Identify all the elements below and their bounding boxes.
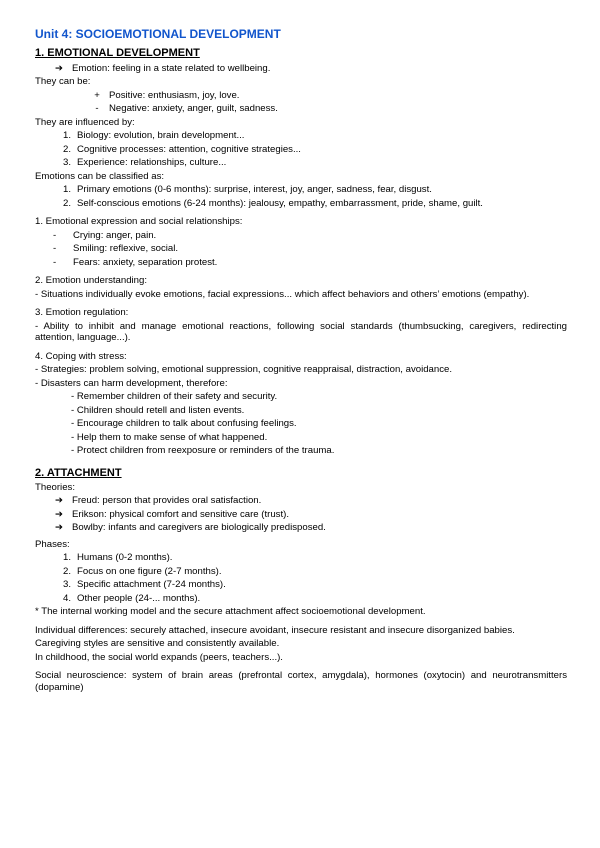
list-text: Biology: evolution, brain development... — [77, 130, 245, 142]
list-text: Primary emotions (0-6 months): surprise, interest, joy, anger, sadness, fear, disgust. — [77, 184, 432, 196]
negative-text: Negative: anxiety, anger, guilt, sadness. — [109, 103, 278, 115]
list-item: - Protect children from reexposure or reminders of the trauma. — [71, 445, 335, 457]
coping-disasters: - Disasters can harm development, therefore: — [35, 377, 228, 389]
list-item — [35, 521, 567, 535]
subheading-regulation: 3. Emotion regulation: — [35, 307, 129, 319]
list-item — [35, 229, 567, 243]
list-item — [35, 156, 567, 170]
list-text: Self-conscious emotions (6-24 months): jealousy, empathy, embarrassment, pride, shame, guilt. — [77, 197, 483, 209]
list-item — [35, 197, 567, 211]
emotion-definition: Emotion: feeling in a state related to wellbeing. — [72, 62, 271, 74]
childhood-social-world: In childhood, the social world expands (peers, teachers...). — [35, 651, 283, 663]
theories-label: Theories: — [35, 481, 75, 493]
list-text: Freud: person that provides oral satisfaction. — [72, 495, 262, 507]
list-item — [35, 592, 567, 606]
document-page — [35, 27, 567, 694]
list-number: 1. — [62, 184, 71, 196]
list-number: 1. — [62, 552, 71, 564]
list-item — [35, 242, 567, 256]
arrow-icon: ➔ — [55, 522, 64, 534]
bullet-arrow — [35, 62, 567, 76]
list-number: 4. — [62, 592, 71, 604]
list-number: 3. — [62, 579, 71, 591]
dash-mark: - — [53, 229, 57, 241]
list-item — [35, 578, 567, 592]
list-item — [35, 551, 567, 565]
list-item — [35, 129, 567, 143]
positive-text: Positive: enthusiasm, joy, love. — [109, 89, 240, 101]
list-item — [35, 183, 567, 197]
list-item — [35, 508, 567, 522]
bullet-negative — [35, 102, 567, 116]
list-item: - Help them to make sense of what happened. — [71, 431, 268, 443]
minus-mark: - — [95, 103, 99, 115]
subheading-understanding: 2. Emotion understanding: — [35, 275, 148, 287]
understanding-text: - Situations individually evoke emotions, facial expressions... which affect behaviors and others’ emotions (empathy). — [35, 288, 530, 300]
list-text: Humans (0-2 months). — [77, 552, 173, 564]
list-item: - Remember children of their safety and security. — [71, 391, 278, 403]
list-text: Erikson: physical comfort and sensitive care (trust). — [72, 508, 290, 520]
dash-mark: - — [53, 256, 57, 268]
arrow-icon: ➔ — [55, 495, 64, 507]
regulation-text: - Ability to inhibit and manage emotional reactions, following social standards (thumbsucking, caregivers, redirecting attention, language...). — [35, 320, 567, 344]
caregiving-styles: Caregiving styles are sensitive and consistently available. — [35, 638, 280, 650]
social-neuroscience: Social neuroscience: system of brain areas (prefrontal cortex, amygdala), hormones (oxytocin) and neurotransmitters (dopamine) — [35, 670, 567, 693]
subheading-expression: 1. Emotional expression and social relationships: — [35, 216, 243, 228]
plus-mark: + — [94, 89, 100, 101]
phases-label: Phases: — [35, 538, 70, 550]
list-text: Other people (24-... months). — [77, 592, 201, 604]
list-number: 2. — [62, 143, 71, 155]
coping-strategies: - Strategies: problem solving, emotional suppression, cognitive reappraisal, distraction, avoidance. — [35, 364, 453, 376]
dash-mark: - — [53, 243, 57, 255]
list-text: Experience: relationships, culture... — [77, 157, 227, 169]
list-item — [35, 256, 567, 270]
list-item: - Children should retell and listen events. — [71, 404, 245, 416]
arrow-icon: ➔ — [55, 62, 64, 74]
list-text: Crying: anger, pain. — [73, 229, 157, 241]
arrow-icon: ➔ — [55, 508, 64, 520]
subheading-coping: 4. Coping with stress: — [35, 350, 127, 362]
section-heading-emotional-development: 1. EMOTIONAL DEVELOPMENT — [35, 47, 200, 60]
list-text: Smiling: reflexive, social. — [73, 243, 179, 255]
influenced-by: They are influenced by: — [35, 116, 135, 128]
classified-as: Emotions can be classified as: — [35, 170, 165, 182]
list-item: - Encourage children to talk about confusing feelings. — [71, 418, 297, 430]
list-number: 2. — [62, 197, 71, 209]
individual-differences: Individual differences: securely attached, insecure avoidant, insecure resistant and insecure disorganized babies. — [35, 624, 515, 636]
list-number: 3. — [62, 157, 71, 169]
list-text: Cognitive processes: attention, cognitive strategies... — [77, 143, 301, 155]
bullet-positive — [35, 89, 567, 103]
list-item — [35, 565, 567, 579]
list-text: Specific attachment (7-24 months). — [77, 579, 226, 591]
list-text: Bowlby: infants and caregivers are biologically predisposed. — [72, 522, 326, 534]
list-number: 2. — [62, 565, 71, 577]
list-item — [35, 143, 567, 157]
page-title: Unit 4: SOCIOEMOTIONAL DEVELOPMENT — [35, 27, 281, 41]
list-number: 1. — [62, 130, 71, 142]
section-heading-attachment: 2. ATTACHMENT — [35, 466, 122, 479]
list-item — [35, 494, 567, 508]
list-text: Fears: anxiety, separation protest. — [73, 256, 218, 268]
they-can-be: They can be: — [35, 76, 91, 88]
list-text: Focus on one figure (2-7 months). — [77, 565, 222, 577]
attachment-note: * The internal working model and the secure attachment affect socioemotional development. — [35, 606, 426, 618]
